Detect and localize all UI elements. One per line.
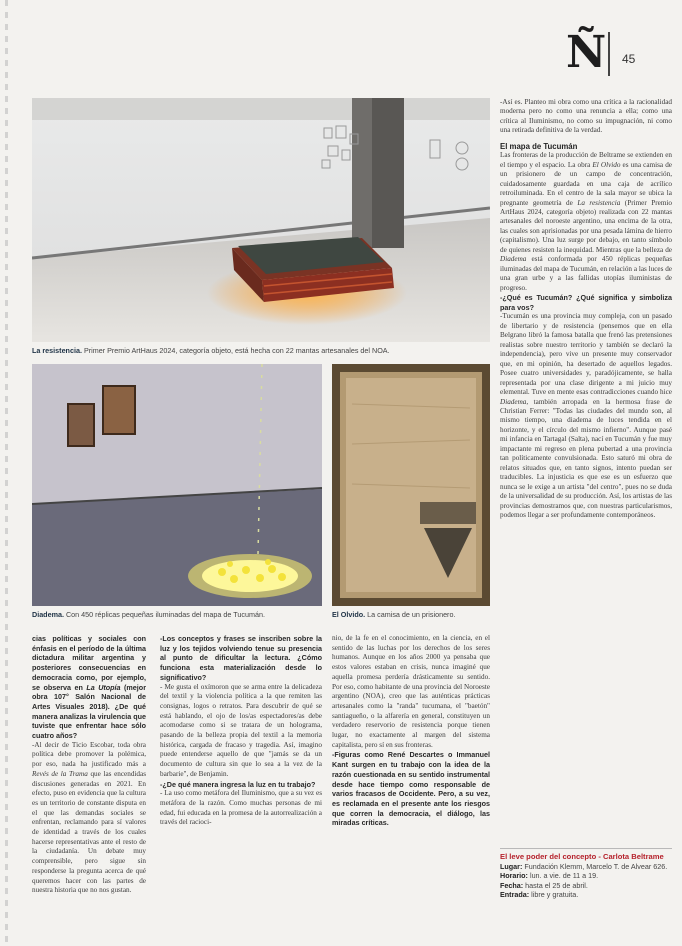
caption-text: Con 450 réplicas pequeñas iluminadas del mapa de Tucumán. <box>63 610 265 619</box>
info-row <box>500 881 672 891</box>
caption-text: La camisa de un prisionero. <box>365 610 456 619</box>
article-column-4 <box>500 98 672 520</box>
article-column-3 <box>332 634 490 828</box>
exhibition-details <box>500 862 672 900</box>
photo-diadema <box>32 364 322 606</box>
answer-paragraph: -Tucumán es una provincia muy compleja, con un pasado de libertario y de resistencia (pensemos que en ella Belgrano libró la famosa batalla que frenó las pretensiones realistas sobre nuestro territorio y también se declaró la independencia), pero vive un presente muy conservador que, en mi opinión, ha desertado de aquellos legados. Posee cuatro universidades y, paradójicamente, se halla representada por una clase dirigente a mi juicio muy elemental. Tuve en mente esas contradicciones cuando hice Diadema, también arropada en la hermosa frase de Christian Ferrer: "Todas las ciudades del mundo son, al mismo tiempo, una diadema de luces tendida en el horizonte, y el círculo del mismo infierno". Aunque pasé mi infancia en Tartagal (Salta), nací en Tucumán y fue muy impactante mi regreso en plena pubertad a una provincia tan políticamente convulsionada. Esto saturó mi obra de relatos situados que, en tanto signos, intento puedan ser traducibles. La injusticia es que ese es un esfuerzo que nunca se le exige a un artista "del centro", pues no se duda de la universalidad de su producción. Así, los artistas de las provincias demostramos que, con nuestras particularismos, podemos llegar a ser profundamente contemporáneos. <box>500 312 672 519</box>
page-number: 45 <box>622 52 636 66</box>
info-row <box>500 871 672 881</box>
caption-title: El Olvido. <box>332 610 366 619</box>
subheading: El mapa de Tucumán <box>500 141 578 151</box>
info-value: Fundación Klemm, Marcelo T. de Alvear 626. <box>522 861 668 871</box>
info-label: Lugar: <box>500 861 523 871</box>
photo-el-olvido <box>332 364 490 606</box>
answer-paragraph: -Así es. Planteo mi obra como una crítica a la racionalidad moderna pero no como una renuncia a ella; como una crítica al Iluminismo, no como su impugnación, ni como una retirada definitiva de la verdad. <box>500 98 672 135</box>
info-value: libre y gratuita. <box>529 890 579 900</box>
question-paragraph: -Figuras como René Descartes o Immanuel Kant surgen en tu trabajo con la idea de la razón cuestionada en su sentido instrumental desde hace tiempo como responsable de varios fracasos de Occidente. Pero, a su vez, es reclamada en el presente ante los riesgos que corren la democracia, el diálogo, las miradas críticas. <box>332 750 490 828</box>
caption-la-resistencia <box>32 346 390 356</box>
binding-holes <box>5 0 8 946</box>
answer-paragraph: nio, de la fe en el conocimiento, en la ciencia, en el sentido de las luchas por los derechos de los seres humanos. Aunque en los años 2000 ya pensaba que estos valores estaban en crisis, nunca imaginé que aquella promesa perdería drásticamente su sentido. Por eso, como habitante de una provincia del Noroeste argentino (NOA), creo que las auténticas prácticas artesanales como la "randa" tucumana, el "baetón" santiagueño, o la alfarería en general, constituyen un verdadero reservorio de resistencia porque tienen lugar, no exactamente al margen del sistema capitalista, pero sí en sus fronteras. <box>332 634 490 749</box>
caption-el-olvido <box>332 610 455 620</box>
info-label: Fecha: <box>500 880 524 890</box>
exhibition-info-box <box>500 848 672 900</box>
olvido-illustration <box>332 364 490 606</box>
caption-diadema <box>32 610 265 620</box>
info-row <box>500 862 672 872</box>
article-column-2 <box>160 634 322 828</box>
question-paragraph: -¿Qué es Tucumán? ¿Qué significa y simboliza para vos? <box>500 293 672 312</box>
body-paragraph: Las fronteras de la producción de Beltrame se extienden en el tiempo y el espacio. La obra El Olvido es una camisa de un prisionero de un campo de concentración, cuidadosamente guardada en una caja de acrílico retroiluminada. En el centro de la sala mayor se ubica la pregnante geometría de La resistencia (Primer Premio ArtHaus 2024, categoría objeto) realizada con 22 mantas artesanales del noroeste argentino, una encima de la otra, las cuales son aprisionadas por una pesada lámina de hierro (capitalismo). Una luz surge por debajo, en tanto símbolo de quienes resisten la inequidad. Mientras que la belleza de Diadema está conformada por 450 réplicas pequeñas iluminadas del mapa de Tucumán, en relación a las luces de una gran urbe y a las fallidas utopías iluministas de progreso. <box>500 151 673 292</box>
logo-divider <box>608 32 610 76</box>
question-paragraph: -Los conceptos y frases se inscriben sobre la luz y los tejidos volviendo tenue su presencia al punto de dificultar la lectura. ¿Cómo funciona esta materialización desde lo significativo? <box>160 634 322 682</box>
question-paragraph: -¿De qué manera ingresa la luz en tu trabajo? <box>160 779 316 789</box>
question-paragraph: cias políticas y sociales con énfasis en el período de la última dictadura militar argentina y posteriores consecuencias en democracia como, por ejemplo, se observa en La Utopía (mejor obra 107° Salón Nacional de Artes Visuales 2018). ¿De qué manera analizas la virulencia que tuviste que enfrentar hace sólo cuatro años? <box>32 634 146 741</box>
gallery-room-illustration <box>32 98 490 342</box>
section-logo: Ñ <box>566 27 607 78</box>
caption-title: Diadema. <box>32 610 64 619</box>
answer-paragraph: -Al decir de Ticio Escobar, toda obra política debe promover la polémica, por eso, nada ha justificado más a Revés de la Trama que las encendidas discusiones generadas en 2021. En efecto, puso en evidencia que la cultura es un territorio de constante disputa en el que las demandas sociales se enfrentan, reclamando para sí valores de identidad a través de los cuales hacerse representativas ante el resto de la ciudadanía. Un debate muy comprensible, pero sigue sin responderse la pregunta acerca de qué queremos hacer con las partes de nuestra historia que no nos gustan. <box>32 740 146 895</box>
info-value: hasta el 25 de abril. <box>523 880 588 890</box>
answer-paragraph: - Me gusta el oxímoron que se arma entre la delicadeza del textil y la violencia política a la que remiten las consignas, logos o retratos. Para descubrir de qué se está hablando, el ojo de los/as espectadores/as debe acomodarse como si se tratara de un holograma, pasando de la belleza propia del textil a la memoria histórica, cargada de fracaso y tragedia. Así, imagino puede entenderse aquello de que "jamás se da un documento de cultura sin que lo sea a la vez de la barbarie", de Benjamin. <box>160 682 322 778</box>
photo-la-resistencia <box>32 98 490 342</box>
info-label: Horario: <box>500 871 528 881</box>
answer-paragraph: - La uso como metáfora del Iluminismo, que a su vez es metáfora de la razón. Como muchas personas de mi edad, fui educada en la promesa de la autorrealización a través del racioci- <box>160 789 322 827</box>
info-value: lun. a vie. de 11 a 19. <box>527 871 599 881</box>
caption-title: La resistencia. <box>32 346 82 355</box>
info-row <box>500 890 672 900</box>
exhibition-title: El leve poder del concepto - Carlota Beltrame <box>500 848 672 862</box>
article-column-1 <box>32 634 146 896</box>
info-label: Entrada: <box>500 890 530 900</box>
caption-text: Primer Premio ArtHaus 2024, categoría objeto, está hecha con 22 mantas artesanales del NOA. <box>81 346 390 355</box>
diadema-illustration <box>32 364 322 606</box>
